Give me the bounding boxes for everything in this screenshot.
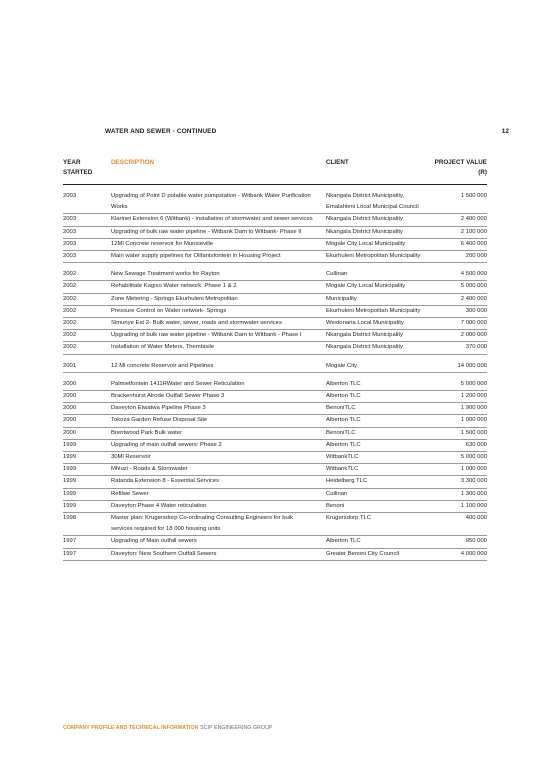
row-year: 1999 xyxy=(63,502,77,509)
row-client: Ekurhuleni Metropolitan Municipality xyxy=(326,307,421,314)
table-row xyxy=(63,330,487,342)
row-client: Municipality xyxy=(326,295,357,302)
row-client: Cullinan xyxy=(326,490,348,497)
row-project-value: 4 500 000 xyxy=(460,271,487,278)
project-table-body xyxy=(63,191,487,561)
row-description: 30Ml Reservoir xyxy=(111,454,151,461)
table-row xyxy=(63,489,487,501)
row-year: 2002 xyxy=(63,295,77,302)
row-project-value: 1 000 000 xyxy=(460,466,487,473)
row-project-value: 2 400 000 xyxy=(460,295,487,302)
table-row xyxy=(63,227,487,239)
row-description: Brackenhurst Alrode Outfall Sewer Phase 3 xyxy=(111,393,225,400)
row-description: Daveyton Phase 4 Water reticulation xyxy=(111,502,207,509)
row-project-value: 6 400 000 xyxy=(460,240,487,247)
row-project-value: 3 300 000 xyxy=(460,478,487,485)
row-year: 2003 xyxy=(63,193,77,199)
table-row xyxy=(63,269,487,281)
row-client: Heidelberg TLC xyxy=(326,478,368,485)
row-year: 2003 xyxy=(63,240,77,247)
row-project-value: 1 100 000 xyxy=(460,502,487,509)
row-description: Upgrading of Point D potable water pumpstation - Witbank Water Purification Works xyxy=(111,193,311,211)
row-description: Master plan: Krugersdorp Co-ordinating Consulting Engineers for bulk services required for 18 000 housing units xyxy=(111,515,294,533)
row-client: Ekurhuleni Metropolitan Municipality xyxy=(326,253,421,260)
row-project-value: 400 000 xyxy=(465,515,487,522)
table-row xyxy=(63,440,487,452)
page-number: 12 xyxy=(501,128,509,135)
row-client: Mogale City Local Municipality xyxy=(326,283,406,290)
row-year: 1997 xyxy=(63,538,77,545)
row-year: 2000 xyxy=(63,405,77,412)
table-row xyxy=(63,428,487,440)
table-row xyxy=(63,379,487,391)
row-description: 12.Ml concrete Reservoir and Pipelines xyxy=(111,362,214,369)
row-project-value: 5 000 000 xyxy=(460,454,487,461)
table-row xyxy=(63,214,487,226)
row-project-value: 4 000 000 xyxy=(460,550,487,557)
row-description: 12Ml Concrete reservoir for Munsieville xyxy=(111,240,214,247)
table-row xyxy=(63,476,487,488)
row-project-value: 1 500 000 xyxy=(460,429,487,436)
row-year: 2002 xyxy=(63,283,77,290)
row-project-value: 1 300 000 xyxy=(460,490,487,497)
row-year: 1999 xyxy=(63,466,77,473)
row-client: Krugersdorp TLC xyxy=(326,515,372,522)
row-year: 2003 xyxy=(63,253,77,260)
row-project-value: 630 000 xyxy=(465,441,487,448)
table-row xyxy=(63,294,487,306)
row-project-value: 14 000 000 xyxy=(457,362,487,369)
row-project-value: 370 000 xyxy=(465,344,487,351)
row-client: BenoniTLC xyxy=(326,405,356,412)
table-row xyxy=(63,391,487,403)
row-description: Upgrading of main outfall sewers: Phase 2 xyxy=(111,441,222,448)
row-client: Alberton TLC xyxy=(326,441,361,448)
table-row xyxy=(63,191,487,214)
footer-company-profile: COMPANY PROFILE AND TECHNICAL INFORMATION xyxy=(63,725,199,731)
row-year: 1999 xyxy=(63,441,77,448)
row-year: 1998 xyxy=(63,515,77,522)
row-description: Klarinet Extension 6 (Witbank) - installation of stormwater and sewer services xyxy=(111,216,313,223)
row-description: Pressure Control on Water network- Springs xyxy=(111,307,227,314)
row-description: New Sewage Treatment works for Rayton xyxy=(111,271,220,278)
row-description: Daveyton: New Southern Outfall Sewers xyxy=(111,550,217,557)
header-project-value: PROJECT VALUE (R) xyxy=(434,159,487,176)
row-year: 2002 xyxy=(63,271,77,278)
table-row xyxy=(63,415,487,427)
table-row xyxy=(63,513,487,536)
row-year: 2000 xyxy=(63,417,77,424)
row-year: 2002 xyxy=(63,344,77,351)
header-divider xyxy=(63,184,487,185)
row-description: Upgrading of bulk raw water pipeline - Witbank Dam to Witbank- Phase II xyxy=(111,228,302,235)
row-description: Palmietfontein 1411RWater and Sewer Reticulation xyxy=(111,380,245,387)
row-description: Installation of Water Meters, Thembisile xyxy=(111,344,215,351)
row-description: Ratanda Extension 8 - Essential Services xyxy=(111,478,220,485)
row-project-value: 1 500 000 xyxy=(460,193,487,199)
row-client: WitbankTLC xyxy=(326,466,359,473)
footer-group-name: SCIP ENGINEERING GROUP xyxy=(200,725,273,731)
table-row xyxy=(63,281,487,293)
row-client: Nkangala District Municipality xyxy=(326,332,403,339)
row-description: Simunye Ext 2- Bulk water, sewer, roads and stormwater services xyxy=(111,320,282,327)
row-client: Nkangala District Municipality, Emalahleni Local Municipal Council xyxy=(326,193,419,211)
row-year: 2002 xyxy=(63,332,77,339)
table-row xyxy=(63,501,487,513)
table-row xyxy=(63,452,487,464)
table-row xyxy=(63,536,487,548)
section-title: WATER AND SEWER - CONTINUED xyxy=(105,128,217,135)
row-project-value: 1 200 000 xyxy=(460,393,487,400)
header-description: DESCRIPTION xyxy=(111,159,155,166)
row-year: 2000 xyxy=(63,393,77,400)
row-project-value: 1 900 000 xyxy=(460,405,487,412)
row-year: 1999 xyxy=(63,490,77,497)
row-client: Alberton TLC xyxy=(326,393,361,400)
table-row xyxy=(63,306,487,318)
row-client: Alberton TLC xyxy=(326,380,361,387)
row-year: 2002 xyxy=(63,320,77,327)
row-year: 2000 xyxy=(63,429,77,436)
table-row xyxy=(63,251,487,263)
row-description: Brentwood Park Bulk water xyxy=(111,429,183,436)
row-description: Main water supply pipelines for Olifantsfontein in Housing Project xyxy=(111,253,281,260)
table-row xyxy=(63,403,487,415)
row-client: Benoni xyxy=(326,502,345,509)
header-year: YEAR STARTED xyxy=(63,159,93,176)
row-project-value: 5 000 000 xyxy=(460,283,487,290)
row-year: 2003 xyxy=(63,228,77,235)
table-row xyxy=(63,318,487,330)
table-row xyxy=(63,342,487,354)
row-client: Greater Benoni City Council xyxy=(326,550,400,557)
row-client: BenoniTLC xyxy=(326,429,356,436)
row-year: 1999 xyxy=(63,478,77,485)
table-header xyxy=(63,158,487,182)
row-year: 1999 xyxy=(63,454,77,461)
row-year: 2002 xyxy=(63,307,77,314)
row-client: Alberton TLC xyxy=(326,417,361,424)
row-client: Mogale City xyxy=(326,362,358,369)
row-year: 1997 xyxy=(63,550,77,557)
table-row xyxy=(63,549,487,561)
row-year: 2003 xyxy=(63,216,77,223)
row-year: 2000 xyxy=(63,380,77,387)
row-client: Alberton TLC xyxy=(326,538,361,545)
table-row xyxy=(63,464,487,476)
table-row xyxy=(63,361,487,373)
page-footer xyxy=(63,725,273,731)
row-client: Westonaria Local Municipality xyxy=(326,320,404,327)
row-description: Mhluzi - Roads & Stormwater xyxy=(111,466,188,473)
row-project-value: 7 000 000 xyxy=(460,320,487,327)
table-row xyxy=(63,239,487,251)
row-project-value: 2 400 000 xyxy=(460,216,487,223)
row-client: Nkangala District Municipality xyxy=(326,344,403,351)
row-client: WitbankTLC xyxy=(326,454,359,461)
row-project-value: 950 000 xyxy=(465,538,487,545)
row-client: Cullinan xyxy=(326,271,348,278)
row-project-value: 300 000 xyxy=(465,307,487,314)
header-client: CLIENT xyxy=(326,159,349,166)
row-project-value: 200 000 xyxy=(465,253,487,260)
row-description: Tokoza Garden Refuse Disposal Site xyxy=(111,417,208,424)
row-description: Rehabilitate Kagiso Water network: Phase 1 & 2 xyxy=(111,283,237,290)
row-description: Upgrading of bulk raw water pipeline - Witbank Dam to Witbank - Phase I xyxy=(111,332,302,339)
row-description: Zone Metering - Springs Ekurhuleni Metropolitan xyxy=(111,295,238,302)
row-client: Nkangala District Municipality xyxy=(326,216,403,223)
row-project-value: 2 100 000 xyxy=(460,228,487,235)
row-client: Mogale City Local Municipality xyxy=(326,240,406,247)
row-project-value: 5 000 000 xyxy=(460,380,487,387)
row-description: Daveyton Etwatwa Pipeline Phase 3 xyxy=(111,405,206,412)
row-project-value: 1 000 000 xyxy=(460,417,487,424)
row-client: Nkangala District Municipality xyxy=(326,228,403,235)
row-description: Upgrading of Main outfall sewers xyxy=(111,538,197,545)
row-year: 2001 xyxy=(63,362,77,369)
row-description: Refilwe Sewer xyxy=(111,490,149,497)
row-project-value: 2 000 000 xyxy=(460,332,487,339)
